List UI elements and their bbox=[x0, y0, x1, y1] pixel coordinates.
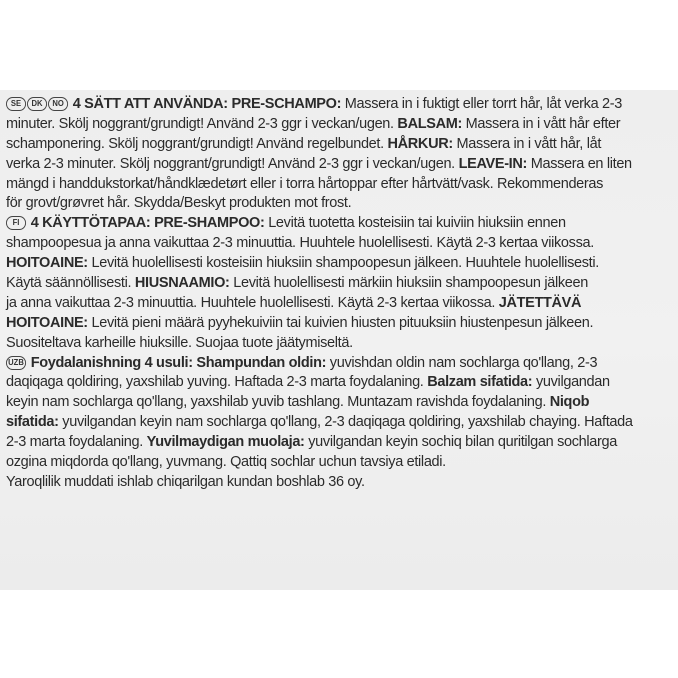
text-run: yuvilgandan keyin nam sochlarga qo'llang, 2-3 daqiqaga qoldiring, yaxshilab chaying. Haftada bbox=[58, 413, 633, 431]
usage-instructions bbox=[6, 94, 644, 492]
text-run: ja anna vaikuttaa 2-3 minuuttia. Huuhtele huolellisesti. Käytä 2-3 kertaa viikossa. bbox=[6, 293, 499, 311]
section-fi bbox=[6, 213, 644, 352]
subheading: HOITOAINE: bbox=[6, 254, 88, 272]
text-line: Suositeltava karheille hiuksille. Suojaa tuote jäätymiseltä. bbox=[6, 333, 353, 351]
country-code-se-badge: SE bbox=[6, 97, 26, 111]
text-run: Massera in i fuktigt eller torrt hår, låt verka 2-3 bbox=[341, 95, 622, 112]
country-code-fi-badge: FI bbox=[6, 216, 26, 230]
text-run: verka 2-3 minuter. Skölj noggrant/grundigt! Använd 2-3 ggr i veckan/ugen. bbox=[6, 154, 459, 172]
text-line: för grovt/grøvret hår. Skydda/Beskyt produkten mot frost. bbox=[6, 194, 352, 212]
text-line bbox=[6, 273, 644, 293]
country-code-no-badge: NO bbox=[48, 97, 68, 111]
subheading: BALSAM: bbox=[397, 114, 462, 132]
text-line bbox=[6, 293, 644, 313]
section-sv-dk-no bbox=[6, 94, 644, 213]
text-line bbox=[6, 392, 644, 412]
text-run: yuvilgandan keyin sochiq bilan quritilgan sochlarga bbox=[304, 433, 617, 451]
text-run: minuter. Skölj noggrant/grundigt! Använd 2-3 ggr i veckan/ugen. bbox=[6, 114, 398, 132]
text-line bbox=[6, 432, 644, 452]
section-heading: 4 SÄTT ATT ANVÄNDA: PRE-SCHAMPO: bbox=[72, 95, 342, 112]
text-run: Levitä huolellisesti märkiin hiuksiin shampoopesun jälkeen bbox=[229, 274, 588, 292]
text-run: daqiqaga qoldiring, yaxshilab yuving. Haftada 2-3 marta foydalaning. bbox=[6, 373, 428, 391]
subheading: JÄTETTÄVÄ bbox=[498, 293, 582, 311]
text-run: Levitä huolellisesti kosteisiin hiuksiin shampoopesun jälkeen. Huuhtele huolellisesti. bbox=[87, 254, 599, 272]
text-run: yuvishdan oldin nam sochlarga qo'llang, 2-3 bbox=[326, 353, 598, 371]
text-run: yuvilgandan bbox=[532, 373, 610, 391]
subheading: Balzam sifatida: bbox=[427, 373, 533, 391]
subheading: HOITOAINE: bbox=[6, 313, 88, 331]
text-line bbox=[6, 154, 644, 174]
subheading: Niqob bbox=[549, 393, 590, 411]
section-heading: 4 KÄYTTÖTAPAA: PRE-SHAMPOO: bbox=[30, 214, 265, 232]
subheading: Yuvilmaydigan muolaja: bbox=[146, 433, 305, 451]
text-line: shampoopesua ja anna vaikuttaa 2-3 minuuttia. Huuhtele huolellisesti. Käytä 2-3 kertaa viikossa. bbox=[6, 234, 594, 252]
text-line bbox=[6, 353, 644, 373]
text-line bbox=[6, 313, 644, 333]
text-line bbox=[6, 412, 644, 432]
text-line bbox=[6, 253, 644, 273]
subheading: LEAVE-IN: bbox=[458, 154, 528, 172]
subheading: HIUSNAAMIO: bbox=[134, 274, 230, 292]
text-run: Levitä pieni määrä pyyhekuiviin tai kuivien hiusten pituuksiin hiustenpesun jälkeen. bbox=[87, 313, 594, 331]
text-run: keyin nam sochlarga qo'llang, yaxshilab yuvib tashlang. Muntazam ravishda foydalaning. bbox=[6, 393, 550, 411]
text-line bbox=[6, 213, 644, 233]
text-line bbox=[6, 372, 644, 392]
text-run: Käytä säännöllisesti. bbox=[6, 274, 135, 292]
text-run: Massera in i vått hår efter bbox=[461, 114, 621, 132]
text-run: Massera in i vått hår, låt bbox=[452, 134, 602, 152]
text-run: Massera en liten bbox=[527, 154, 632, 172]
text-run: schamponering. Skölj noggrant/grundigt! Använd regelbundet. bbox=[6, 134, 388, 152]
text-line: ozgina miqdorda qo'llang, yuvmang. Qattiq sochlar uchun tavsiya etiladi. bbox=[6, 453, 446, 471]
subheading: sifatida: bbox=[6, 413, 59, 431]
shelf-life-text: Yaroqlilik muddati ishlab chiqarilgan kundan boshlab 36 oy. bbox=[6, 472, 365, 490]
text-line: mängd i handdukstorkat/håndklædetørt eller i torra hårtoppar efter hårtvätt/vask. Rekommenderas bbox=[6, 174, 604, 192]
section-heading: Foydalanishning 4 usuli: Shampundan oldin: bbox=[30, 353, 327, 371]
text-line bbox=[6, 114, 644, 134]
country-code-uzb-badge: UZB bbox=[6, 356, 26, 370]
product-label bbox=[0, 90, 678, 590]
text-run: 2-3 marta foydalaning. bbox=[6, 433, 147, 451]
text-run: Levitä tuotetta kosteisiin tai kuiviin hiuksiin ennen bbox=[264, 214, 566, 232]
text-line bbox=[6, 134, 644, 154]
subheading: HÅRKUR: bbox=[387, 134, 453, 152]
section-uz bbox=[6, 353, 644, 492]
text-line bbox=[6, 94, 644, 114]
country-code-dk-badge: DK bbox=[27, 97, 47, 111]
